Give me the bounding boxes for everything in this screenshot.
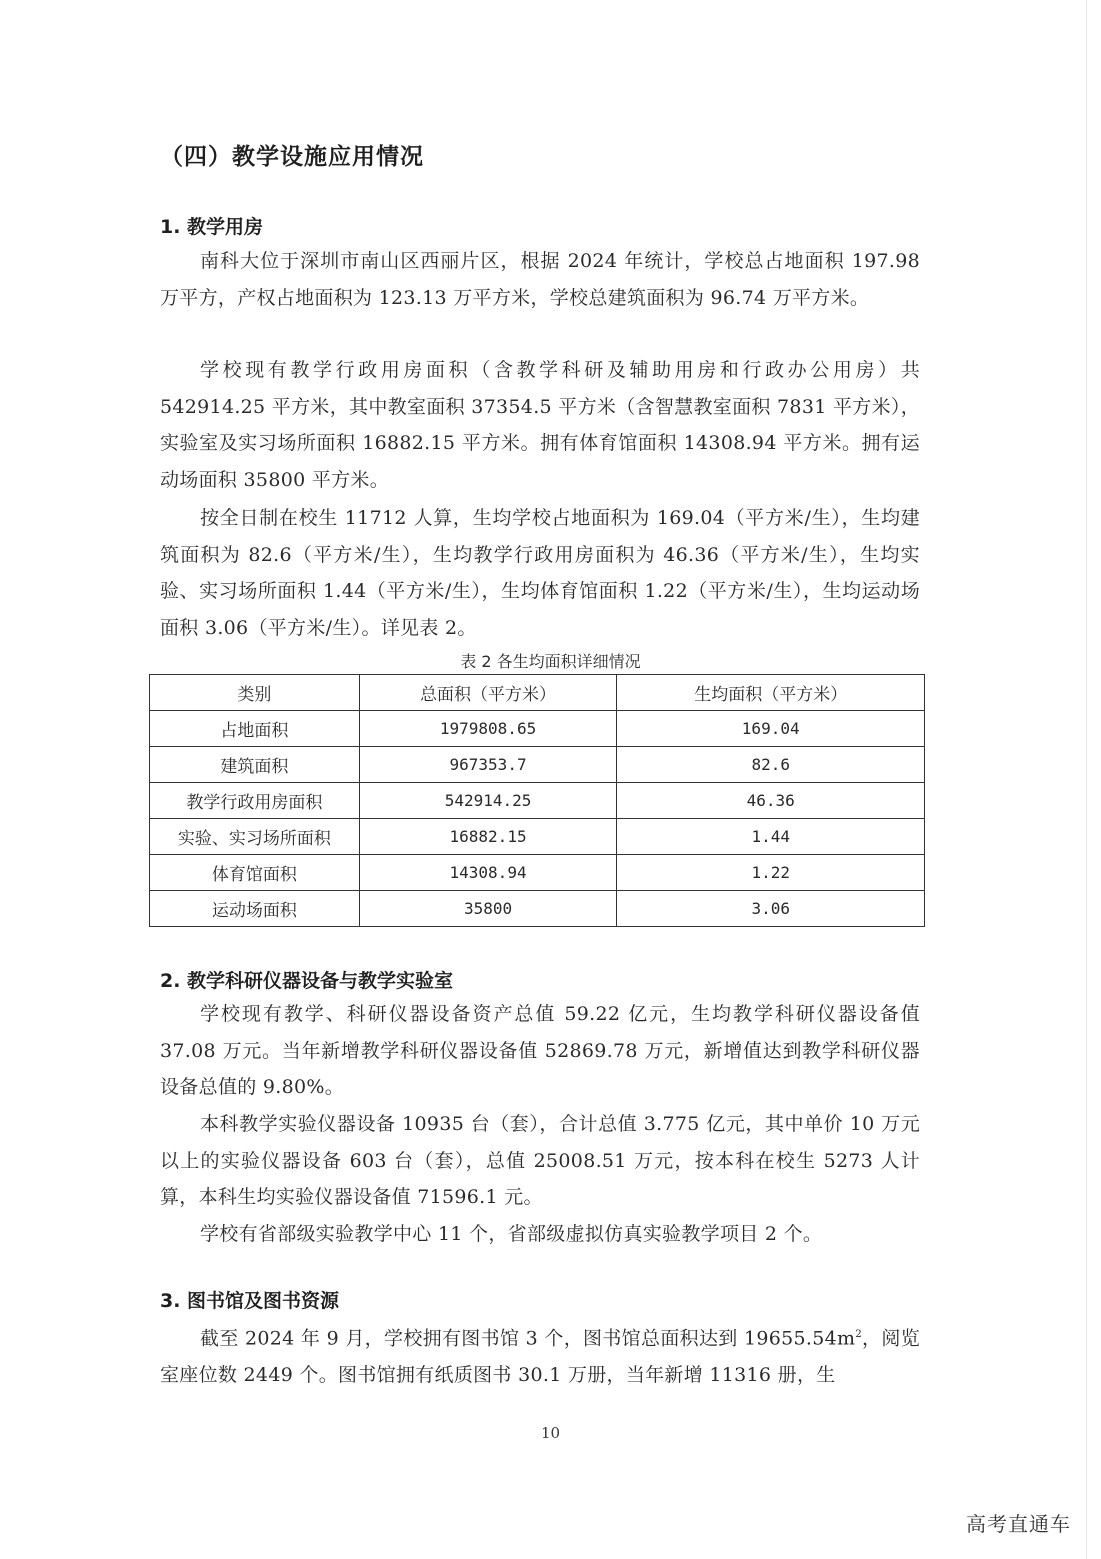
table-caption: 表 2 各生均面积详细情况 [460,652,641,671]
table-row [150,747,925,783]
superscript-squared: 2 [855,1329,863,1340]
subsection-title-library: 3. 图书馆及图书资源 [160,1290,340,1312]
table-cell: 542914.25 [359,783,617,819]
table-cell: 1979808.65 [359,711,617,747]
table-cell: 46.36 [617,783,925,819]
table-cell: 14308.94 [359,855,617,891]
paragraph-library-text-continued: ，阅览室座位数 2449 个。图书馆拥有纸质图书 30.1 万册，当年新增 11316 册，生 [160,1327,921,1386]
table-cell: 3.06 [617,891,925,927]
table-cell: 占地面积 [150,711,360,747]
table-cell: 82.6 [617,747,925,783]
table-row [150,711,925,747]
table-cell: 35800 [359,891,617,927]
area-per-student-table [149,674,925,927]
table-cell: 运动场面积 [150,891,360,927]
watermark-text: 高考直通车 [966,1512,1071,1536]
section-title: （四）教学设施应用情况 [160,144,424,170]
page-number: 10 [540,1424,561,1442]
table-row [150,783,925,819]
table-row [150,855,925,891]
table-header-per-student-area: 生均面积（平方米） [617,675,925,711]
table-header-row [150,675,925,711]
paragraph: 学校现有教学行政用房面积（含教学科研及辅助用房和行政办公用房）共 542914.25 平方米，其中教室面积 37354.5 平方米（含智慧教室面积 7831 平方米），实验室及实习场所面积 16882.15 平方米。拥有体育馆面积 14308.94 平方米。拥有运动场面积 35800 平方米。 [160,359,920,491]
paragraph: 本科教学实验仪器设备 10935 台（套），合计总值 3.775 亿元，其中单价 10 万元以上的实验仪器设备 603 台（套），总值 25008.51 万元，按本科在校生 5273 人计算，本科生均实验仪器设备值 71596.1 元。 [160,1113,920,1208]
table-cell: 实验、实习场所面积 [150,819,360,855]
table-header-category: 类别 [150,675,360,711]
table-header-total-area: 总面积（平方米） [359,675,617,711]
table-cell: 教学行政用房面积 [150,783,360,819]
paragraph: 学校有省部级实验教学中心 11 个，省部级虚拟仿真实验教学项目 2 个。 [200,1223,823,1245]
subsection-title-equipment-labs: 2. 教学科研仪器设备与教学实验室 [160,970,454,992]
table-cell: 16882.15 [359,819,617,855]
table-cell: 建筑面积 [150,747,360,783]
subsection-title-teaching-buildings: 1. 教学用房 [160,216,264,238]
page-edge-divider [1086,0,1087,1559]
table-row [150,819,925,855]
table-cell: 967353.7 [359,747,617,783]
table-row [150,891,925,927]
paragraph: 学校现有教学、科研仪器设备资产总值 59.22 亿元，生均教学科研仪器设备值 37.08 万元。当年新增教学科研仪器设备值 52869.78 万元，新增值达到教学科研仪器设备总值的 9.80%。 [160,1003,920,1098]
table-cell: 1.44 [617,819,925,855]
paragraph: 按全日制在校生 11712 人算，生均学校占地面积为 169.04（平方米/生），生均建筑面积为 82.6（平方米/生），生均教学行政用房面积为 46.36（平方米/生），生均实验、实习场所面积 1.44（平方米/生），生均体育馆面积 1.22（平方米/生），生均运动场面积 3.06（平方米/生）。详见表 2。 [160,507,920,639]
table-cell: 1.22 [617,855,925,891]
table-cell: 体育馆面积 [150,855,360,891]
paragraph-library-text: 截至 2024 年 9 月，学校拥有图书馆 3 个，图书馆总面积达到 19655.54m [200,1327,856,1350]
paragraph: 南科大位于深圳市南山区西丽片区，根据 2024 年统计，学校总占地面积 197.98 万平方，产权占地面积为 123.13 万平方米，学校总建筑面积为 96.74 万平方米。 [160,250,920,309]
table-cell: 169.04 [617,711,925,747]
paragraph-library [160,1317,920,1393]
